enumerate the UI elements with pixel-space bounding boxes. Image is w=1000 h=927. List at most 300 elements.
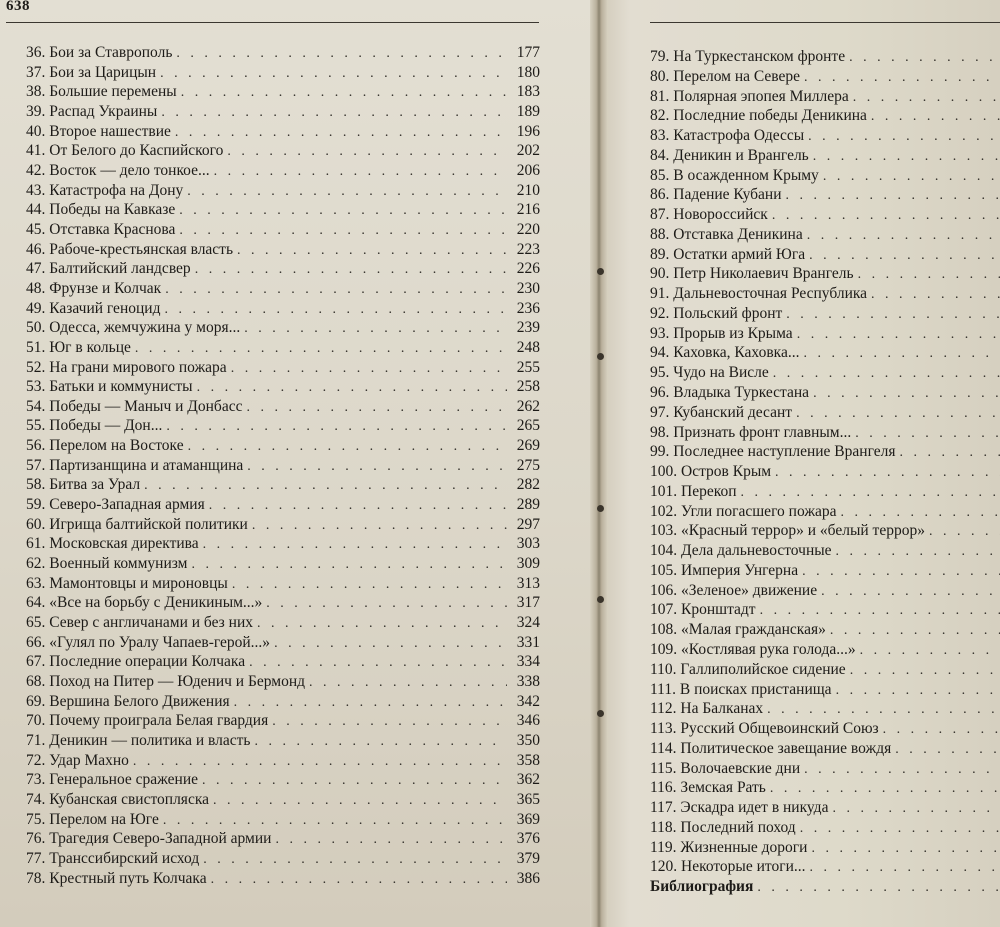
toc-entry-title: 105. Империя Унгерна xyxy=(650,561,799,579)
dot-leader xyxy=(177,83,507,103)
dot-leader xyxy=(800,68,1000,88)
toc-entry xyxy=(26,593,540,613)
dot-leader xyxy=(826,621,1000,641)
toc-entry xyxy=(26,181,540,201)
toc-entry-title: 45. Отставка Краснова xyxy=(26,220,176,238)
toc-entry-title: 58. Битва за Урал xyxy=(26,476,141,494)
toc-entry-title: 42. Восток — дело тонкое... xyxy=(26,161,210,179)
dot-leader xyxy=(851,424,1000,444)
toc-entry xyxy=(650,719,1000,739)
toc-entry xyxy=(650,343,1000,363)
toc-entry-title: 64. «Все на борьбу с Деникиным...» xyxy=(26,594,263,612)
toc-entry-title: 113. Русский Общевоинский Союз xyxy=(650,720,879,738)
toc-entry xyxy=(26,731,540,751)
toc-entry xyxy=(650,245,1000,265)
toc-entry xyxy=(26,122,540,142)
toc-entry-title: 109. «Костлявая рука голода...» xyxy=(650,640,856,658)
dot-leader xyxy=(895,443,1000,463)
toc-entry-title: 117. Эскадра идет в никуда xyxy=(650,799,829,817)
toc-entry-title: 120. Некоторые итоги... xyxy=(650,858,806,876)
toc-entry-page-number: 342 xyxy=(516,692,540,710)
toc-entry-page-number: 365 xyxy=(516,790,540,808)
toc-entry-title: 110. Галлиполийское сидение xyxy=(650,660,846,678)
toc-entry xyxy=(650,403,1000,423)
dot-leader xyxy=(817,582,1000,602)
toc-entry-title: 104. Дела дальневосточные xyxy=(650,542,832,560)
toc-entry-page-number: 303 xyxy=(516,535,540,553)
toc-entry-page-number: 248 xyxy=(516,338,540,356)
binding-stitch xyxy=(597,505,604,512)
dot-leader xyxy=(270,634,507,654)
toc-entry-title: 49. Казачий геноцид xyxy=(26,299,161,317)
toc-entry-title: 82. Последние победы Деникина xyxy=(650,107,867,125)
toc-entry-title: 40. Второе нашествие xyxy=(26,122,171,140)
toc-entry xyxy=(26,318,540,338)
toc-entry xyxy=(26,299,540,319)
toc-entry xyxy=(650,600,1000,620)
toc-entry-title: 94. Каховка, Каховка... xyxy=(650,344,800,362)
toc-entry-title: 99. Последнее наступление Врангеля xyxy=(650,443,896,461)
toc-entry-page-number: 282 xyxy=(516,476,540,494)
toc-entry xyxy=(26,869,540,889)
toc-entry xyxy=(26,751,540,771)
toc-entry-title: 39. Распад Украины xyxy=(26,102,158,120)
toc-entry-page-number: 334 xyxy=(516,653,540,671)
header-rule-right xyxy=(650,22,1000,23)
toc-entry-page-number: 317 xyxy=(516,594,540,612)
toc-entry-page-number: 265 xyxy=(516,417,540,435)
toc-entry-title: 102. Угли погасшего пожара xyxy=(650,502,837,520)
page-number: 638 xyxy=(6,0,30,14)
toc-entry-page-number: 183 xyxy=(516,83,540,101)
toc-entry-title: 74. Кубанская свистопляска xyxy=(26,790,209,808)
dot-leader xyxy=(737,483,1000,503)
dot-leader xyxy=(845,48,1000,68)
toc-entry xyxy=(650,126,1000,146)
dot-leader xyxy=(809,147,1000,167)
toc-entry-page-number: 226 xyxy=(516,260,540,278)
toc-entry-page-number: 189 xyxy=(516,102,540,120)
toc-entry-page-number: 350 xyxy=(516,731,540,749)
toc-entry-page-number: 239 xyxy=(516,319,540,337)
toc-entry xyxy=(26,810,540,830)
toc-entry xyxy=(26,456,540,476)
toc-entry-title: 81. Полярная эпопея Миллера xyxy=(650,87,849,105)
toc-entry-page-number: 196 xyxy=(516,122,540,140)
toc-entry xyxy=(26,63,540,83)
toc-entry xyxy=(650,818,1000,838)
toc-entry xyxy=(650,620,1000,640)
toc-entry-title: Библиография xyxy=(650,878,754,896)
toc-entry xyxy=(26,829,540,849)
toc-entry-page-number: 177 xyxy=(516,44,540,61)
toc-entry xyxy=(26,416,540,436)
toc-entry xyxy=(26,377,540,397)
toc-entry xyxy=(650,363,1000,383)
toc-entry xyxy=(650,462,1000,482)
dot-leader xyxy=(157,103,507,123)
toc-entry xyxy=(26,652,540,672)
toc-entry xyxy=(26,770,540,790)
dot-leader xyxy=(191,260,507,280)
dot-leader xyxy=(140,476,507,496)
toc-entry-page-number: 220 xyxy=(516,220,540,238)
toc-entry xyxy=(26,240,540,260)
toc-entry xyxy=(26,220,540,240)
toc-entry-title: 79. На Туркестанском фронте xyxy=(650,48,846,65)
toc-entry xyxy=(650,185,1000,205)
toc-entry-title: 80. Перелом на Севере xyxy=(650,67,801,85)
dot-leader xyxy=(227,359,507,379)
toc-entry-title: 90. Петр Николаевич Врангель xyxy=(650,265,854,283)
dot-leader xyxy=(879,720,1000,740)
dot-leader xyxy=(800,760,1000,780)
toc-entry xyxy=(650,442,1000,462)
toc-entry xyxy=(650,541,1000,561)
toc-entry-title: 107. Кронштадт xyxy=(650,601,756,619)
toc-entry-title: 101. Перекоп xyxy=(650,482,737,500)
toc-entry-title: 75. Перелом на Юге xyxy=(26,810,159,828)
dot-leader xyxy=(207,870,507,890)
dot-leader xyxy=(925,522,1000,542)
toc-entry-title: 84. Деникин и Врангель xyxy=(650,146,809,164)
dot-leader xyxy=(769,364,1000,384)
dot-leader xyxy=(771,463,1000,483)
dot-leader xyxy=(867,107,1000,127)
toc-entry-title: 73. Генеральное сражение xyxy=(26,771,199,789)
toc-entry-title: 91. Дальневосточная Республика xyxy=(650,285,868,303)
toc-entry-title: 100. Остров Крым xyxy=(650,463,772,481)
toc-entry-title: 115. Волочаевские дни xyxy=(650,759,801,777)
toc-entry-title: 89. Остатки армий Юга xyxy=(650,245,806,263)
dot-leader xyxy=(867,285,1000,305)
dot-leader xyxy=(253,614,507,634)
toc-entry-page-number: 216 xyxy=(516,201,540,219)
dot-leader xyxy=(210,162,507,182)
toc-entry-title: 112. На Балканах xyxy=(650,700,764,718)
toc-entry-title: 76. Трагедия Северо-Западной армии xyxy=(26,830,272,848)
toc-entry-page-number: 180 xyxy=(516,63,540,81)
toc-entry-title: 55. Победы — Дон... xyxy=(26,417,163,435)
dot-leader xyxy=(205,496,507,516)
toc-entry-title: 93. Прорыв из Крыма xyxy=(650,324,793,342)
dot-leader xyxy=(305,673,507,693)
toc-entry-title: 65. Север с англичанами и без них xyxy=(26,614,254,632)
toc-entry xyxy=(26,692,540,712)
toc-entry-page-number: 289 xyxy=(516,496,540,514)
dot-leader xyxy=(849,88,1000,108)
toc-entry-page-number: 379 xyxy=(516,849,540,867)
toc-entry-title: 48. Фрунзе и Колчак xyxy=(26,279,162,297)
dot-leader xyxy=(240,319,507,339)
dot-leader xyxy=(199,850,507,870)
toc-entry-page-number: 386 xyxy=(516,869,540,887)
dot-leader xyxy=(209,791,507,811)
toc-entry xyxy=(26,397,540,417)
dot-leader xyxy=(262,594,507,614)
dot-leader xyxy=(806,858,1000,878)
dot-leader xyxy=(233,241,507,261)
toc-entry xyxy=(650,739,1000,759)
dot-leader xyxy=(268,712,507,732)
toc-entry xyxy=(26,849,540,869)
toc-entry xyxy=(650,87,1000,107)
dot-leader xyxy=(242,398,507,418)
dot-leader xyxy=(193,378,507,398)
binding-stitch xyxy=(597,710,604,717)
toc-entry-page-number: 206 xyxy=(516,161,540,179)
dot-leader xyxy=(809,384,1000,404)
toc-right-column xyxy=(650,47,1000,897)
toc-entry-title: 46. Рабоче-крестьянская власть xyxy=(26,240,234,258)
dot-leader xyxy=(187,555,507,575)
toc-entry xyxy=(650,561,1000,581)
toc-entry-title: 66. «Гулял по Уралу Чапаев-герой...» xyxy=(26,633,271,651)
toc-entry xyxy=(26,141,540,161)
dot-leader xyxy=(805,246,1000,266)
toc-entry xyxy=(650,324,1000,344)
toc-entry-title: 87. Новороссийск xyxy=(650,206,768,224)
toc-left-column xyxy=(26,43,540,888)
book-spine xyxy=(590,0,608,927)
toc-entry-page-number: 324 xyxy=(516,614,540,632)
toc-entry-title: 97. Кубанский десант xyxy=(650,403,793,421)
dot-leader xyxy=(161,280,507,300)
toc-entry-page-number: 210 xyxy=(516,181,540,199)
dot-leader xyxy=(171,123,507,143)
toc-entry-title: 88. Отставка Деникина xyxy=(650,225,803,243)
toc-entry-page-number: 309 xyxy=(516,555,540,573)
toc-entry-page-number: 269 xyxy=(516,437,540,455)
toc-entry-page-number: 202 xyxy=(516,142,540,160)
dot-leader xyxy=(250,732,507,752)
toc-entry-title: 111. В поисках пристанища xyxy=(650,680,832,698)
binding-stitch xyxy=(597,353,604,360)
toc-entry xyxy=(650,304,1000,324)
toc-entry xyxy=(26,102,540,122)
binding-stitch xyxy=(597,268,604,275)
dot-leader xyxy=(198,771,507,791)
toc-entry-page-number: 346 xyxy=(516,712,540,730)
header-rule xyxy=(6,22,539,23)
dot-leader xyxy=(828,799,1000,819)
toc-entry xyxy=(26,554,540,574)
dot-leader xyxy=(837,503,1000,523)
dot-leader xyxy=(129,752,507,772)
dot-leader xyxy=(807,839,1000,859)
toc-entry-title: 72. Удар Махно xyxy=(26,751,129,769)
dot-leader xyxy=(753,878,1000,898)
dot-leader xyxy=(782,305,1000,325)
toc-entry-title: 63. Мамонтовцы и мироновцы xyxy=(26,574,228,592)
toc-entry-page-number: 369 xyxy=(516,810,540,828)
dot-leader xyxy=(131,339,507,359)
toc-entry-page-number: 297 xyxy=(516,515,540,533)
toc-entry xyxy=(650,264,1000,284)
toc-entry xyxy=(26,161,540,181)
toc-entry-title: 57. Партизанщина и атаманщина xyxy=(26,456,244,474)
toc-entry xyxy=(26,790,540,810)
toc-entry xyxy=(650,581,1000,601)
toc-entry-title: 59. Северо-Западная армия xyxy=(26,496,205,514)
toc-entry-title: 36. Бои за Ставрополь xyxy=(26,44,173,61)
toc-entry xyxy=(26,436,540,456)
toc-entry-page-number: 358 xyxy=(516,751,540,769)
toc-entry-page-number: 255 xyxy=(516,358,540,376)
toc-entry xyxy=(650,640,1000,660)
toc-entry xyxy=(26,338,540,358)
toc-entry xyxy=(650,502,1000,522)
toc-entry xyxy=(650,482,1000,502)
toc-entry-title: 119. Жизненные дороги xyxy=(650,838,808,856)
toc-entry-title: 44. Победы на Кавказе xyxy=(26,201,176,219)
dot-leader xyxy=(763,700,1000,720)
toc-entry xyxy=(650,423,1000,443)
dot-leader xyxy=(159,811,507,831)
toc-entry-page-number: 236 xyxy=(516,299,540,317)
toc-entry xyxy=(650,383,1000,403)
toc-entry-title: 116. Земская Рать xyxy=(650,779,766,797)
toc-entry-title: 95. Чудо на Висле xyxy=(650,364,769,382)
toc-entry xyxy=(26,358,540,378)
dot-leader xyxy=(782,186,1000,206)
toc-entry xyxy=(650,166,1000,186)
dot-leader xyxy=(172,44,507,64)
toc-entry xyxy=(26,515,540,535)
toc-entry xyxy=(650,798,1000,818)
dot-leader xyxy=(160,300,507,320)
dot-leader xyxy=(819,167,1000,187)
dot-leader xyxy=(856,641,1000,661)
dot-leader xyxy=(854,265,1000,285)
binding-stitch xyxy=(597,596,604,603)
toc-entry xyxy=(26,613,540,633)
toc-entry-title: 51. Юг в кольце xyxy=(26,338,131,356)
toc-entry-title: 50. Одесса, жемчужина у моря... xyxy=(26,319,241,337)
dot-leader xyxy=(183,182,507,202)
toc-entry-title: 96. Владыка Туркестана xyxy=(650,384,810,402)
toc-entry xyxy=(650,778,1000,798)
toc-entry xyxy=(650,106,1000,126)
toc-entry xyxy=(26,574,540,594)
dot-leader xyxy=(230,693,507,713)
toc-entry xyxy=(26,711,540,731)
toc-entry-title: 118. Последний поход xyxy=(650,818,796,836)
dot-leader xyxy=(766,779,1000,799)
toc-entry xyxy=(650,838,1000,858)
toc-entry-title: 52. На грани мирового пожара xyxy=(26,358,227,376)
toc-entry-title: 78. Крестный путь Колчака xyxy=(26,869,207,887)
toc-entry xyxy=(650,284,1000,304)
dot-leader xyxy=(803,226,1000,246)
toc-entry-title: 98. Признать фронт главным... xyxy=(650,423,852,441)
toc-entry-page-number: 362 xyxy=(516,771,540,789)
dot-leader xyxy=(799,344,1000,364)
toc-entry-title: 56. Перелом на Востоке xyxy=(26,437,184,455)
toc-entry-title: 53. Батьки и коммунисты xyxy=(26,378,193,396)
dot-leader xyxy=(271,830,507,850)
toc-entry-page-number: 258 xyxy=(516,378,540,396)
toc-entry-page-number: 376 xyxy=(516,830,540,848)
toc-entry xyxy=(26,495,540,515)
toc-entry-page-number: 313 xyxy=(516,574,540,592)
toc-entry-title: 68. Поход на Питер — Юденич и Бермонд xyxy=(26,673,305,690)
toc-entry xyxy=(650,857,1000,877)
toc-entry xyxy=(26,82,540,102)
toc-entry xyxy=(26,633,540,653)
toc-entry xyxy=(26,534,540,554)
toc-entry-title: 114. Политическое завещание вождя xyxy=(650,739,892,757)
toc-entry xyxy=(26,200,540,220)
dot-leader xyxy=(832,681,1000,701)
dot-leader xyxy=(184,437,507,457)
toc-entry xyxy=(26,279,540,299)
toc-entry-title: 69. Вершина Белого Движения xyxy=(26,692,230,710)
toc-entry xyxy=(650,205,1000,225)
toc-entry-title: 70. Почему проиграла Белая гвардия xyxy=(26,712,269,730)
toc-entry-page-number: 223 xyxy=(516,240,540,258)
dot-leader xyxy=(792,404,1000,424)
toc-entry-title: 47. Балтийский ландсвер xyxy=(26,260,191,278)
dot-leader xyxy=(243,457,507,477)
dot-leader xyxy=(228,575,507,595)
toc-entry-title: 60. Игрища балтийской политики xyxy=(26,515,248,533)
dot-leader xyxy=(798,562,1000,582)
toc-entry-title: 103. «Красный террор» и «белый террор» xyxy=(650,522,925,540)
toc-entry-title: 71. Деникин — политика и власть xyxy=(26,731,251,749)
toc-entry-page-number: 331 xyxy=(516,633,540,651)
toc-entry-title: 106. «Зеленое» движение xyxy=(650,581,818,599)
dot-leader xyxy=(756,601,1000,621)
toc-entry xyxy=(650,660,1000,680)
toc-entry-title: 85. В осажденном Крыму xyxy=(650,166,819,184)
toc-entry-title: 38. Большие перемены xyxy=(26,83,177,101)
dot-leader xyxy=(891,740,1000,760)
dot-leader xyxy=(223,142,507,162)
toc-entry-title: 108. «Малая гражданская» xyxy=(650,621,826,639)
dot-leader xyxy=(793,325,1000,345)
toc-entry-title: 77. Транссибирский исход xyxy=(26,849,200,867)
toc-entry-title: 37. Бои за Царицын xyxy=(26,63,157,81)
toc-entry-title: 92. Польский фронт xyxy=(650,304,783,322)
toc-entry xyxy=(26,43,540,63)
toc-entry-title: 86. Падение Кубани xyxy=(650,186,782,204)
toc-entry xyxy=(650,47,1000,67)
toc-entry xyxy=(26,475,540,495)
toc-entry-title: 61. Московская директива xyxy=(26,535,199,553)
toc-entry xyxy=(650,759,1000,779)
toc-entry xyxy=(650,521,1000,541)
dot-leader xyxy=(162,417,507,437)
dot-leader xyxy=(804,127,1000,147)
toc-entry-page-number: 262 xyxy=(516,397,540,415)
dot-leader xyxy=(248,516,507,536)
toc-entry-page-number: 338 xyxy=(516,673,540,690)
toc-entry xyxy=(26,259,540,279)
toc-entry xyxy=(650,225,1000,245)
dot-leader xyxy=(796,819,1000,839)
toc-entry xyxy=(650,67,1000,87)
toc-entry xyxy=(650,699,1000,719)
toc-entry xyxy=(650,146,1000,166)
toc-entry xyxy=(650,877,1000,897)
dot-leader xyxy=(175,221,507,241)
toc-entry-title: 41. От Белого до Каспийского xyxy=(26,142,224,160)
dot-leader xyxy=(768,206,1000,226)
toc-entry-title: 54. Победы — Маныч и Донбасс xyxy=(26,397,243,415)
dot-leader xyxy=(175,201,507,221)
dot-leader xyxy=(846,661,1000,681)
